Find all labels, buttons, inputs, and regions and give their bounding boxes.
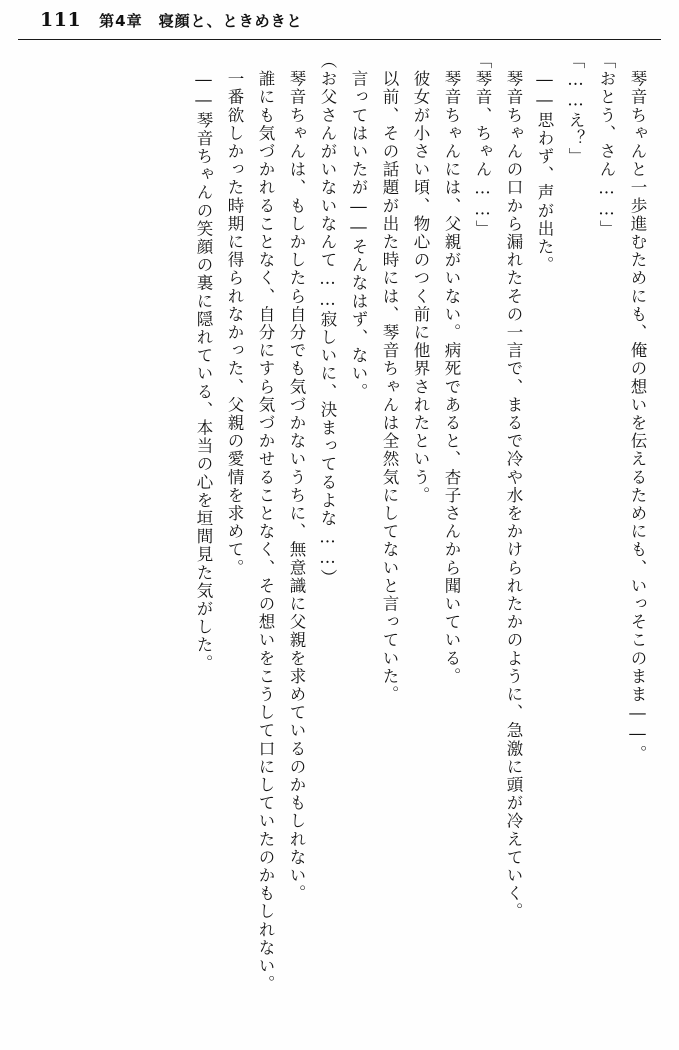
page-body	[25, 52, 653, 1030]
paragraph: 琴音ちゃんは、もしかしたら自分でも気づかないうちに、無意識に父親を求めているのかもしれない。	[287, 52, 306, 903]
vertical-text-block	[25, 52, 653, 1030]
paragraph: 彼女が小さい頃、物心のつく前に他界されたという。	[411, 52, 430, 505]
page-number: 111	[40, 9, 82, 31]
paragraph: 琴音ちゃんには、父親がいない。病死であると、杏子さんから聞いている。	[442, 52, 461, 686]
paragraph: ――琴音ちゃんの笑顔の裏に隠れている、本当の心を垣間見た気がした。	[194, 52, 213, 673]
paragraph: 一番欲しかった時期に得られなかった、父親の愛情を求めて。	[225, 52, 244, 577]
paragraph: 「琴音、ちゃん……」	[473, 52, 492, 238]
paragraph: 「おとう、さん……」	[597, 52, 616, 238]
running-head	[0, 0, 679, 40]
paragraph: 誰にも気づかれることなく、自分にすら気づかせることなく、その想いをこうして口にしていたのかもしれない。	[256, 52, 275, 994]
paragraph: 琴音ちゃんの口から漏れたその一言で、まるで冷や水をかけられたかのように、急激に頭が冷えていく。	[504, 52, 523, 921]
paragraph: 琴音ちゃんと一歩進むためにも、俺の想いを伝えるためにも、いっそこのまま――。	[628, 52, 647, 763]
chapter-title: 第4章 寝顔と、ときめきと	[99, 11, 303, 30]
paragraph: 「……え？」	[566, 52, 585, 166]
paragraph: 言ってはいたが――そんなはず、ない。	[349, 52, 368, 401]
paragraph: 以前、その話題が出た時には、琴音ちゃんは全然気にしてないと言っていた。	[380, 52, 399, 704]
paragraph: （お父さんがいないなんて……寂しいに、決まってるよな……）	[318, 52, 337, 587]
header-divider	[18, 39, 661, 40]
paragraph: ――思わず、声が出た。	[535, 52, 554, 275]
